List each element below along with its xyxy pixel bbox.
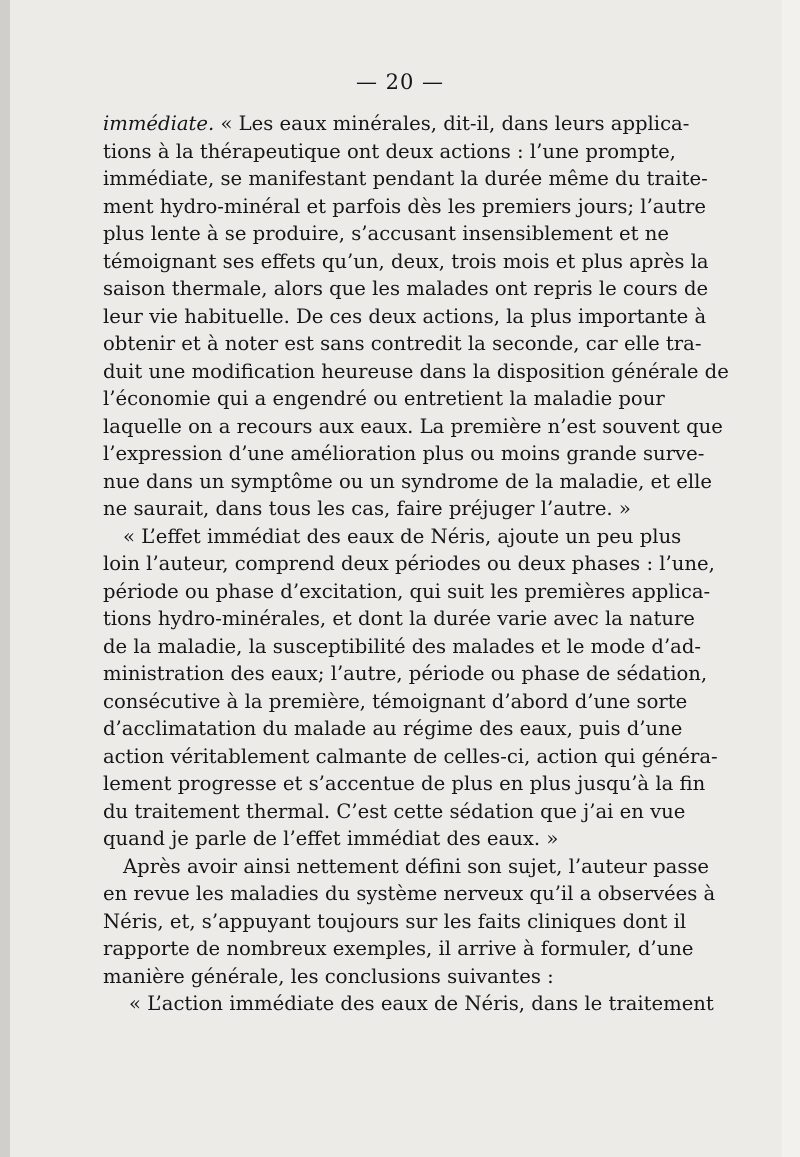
text-line: en revue les maladies du système nerveux qu’il a observées à: [103, 882, 716, 905]
text-line: tions à la thérapeutique ont deux actions : l’une prompte,: [103, 139, 676, 163]
text-line: leur vie habituelle. De ces deux actions, la plus importante à: [103, 304, 707, 328]
page-gutter-shadow: [0, 0, 10, 1157]
text-line: témoignant ses effets qu’un, deux, trois mois et plus après la: [103, 249, 709, 273]
text-line: ministration des eaux; l’autre, période ou phase de sédation,: [103, 662, 708, 685]
text-line: nue dans un symptôme ou un syndrome de la maladie, et elle: [103, 469, 712, 493]
text-line: tions hydro-minérales, et dont la durée varie avec la nature: [103, 607, 695, 630]
page-edge: [782, 0, 800, 1157]
text-line: duit une modification heureuse dans la disposition générale de: [103, 359, 729, 383]
text-line: Après avoir ainsi nettement défini son sujet, l’auteur passe: [123, 854, 710, 878]
text-line: ne saurait, dans tous les cas, faire préjuger l’autre. »: [103, 497, 631, 520]
text-line: Néris, et, s’appuyant toujours sur les faits cliniques dont il: [103, 909, 687, 933]
body-text: [103, 110, 729, 1018]
italic-word: immédiate.: [103, 112, 215, 135]
text-line: action véritablement calmante de celles-ci, action qui généra-: [103, 744, 718, 768]
text-line: rapporte de nombreux exemples, il arrive à formuler, d’une: [103, 937, 694, 960]
page-number: — 20 —: [355, 70, 445, 94]
text-line: l’économie qui a engendré ou entretient la maladie pour: [103, 387, 665, 410]
text-line: laquelle on a recours aux eaux. La première n’est souvent que: [103, 414, 723, 438]
text-line: « L’effet immédiat des eaux de Néris, ajoute un peu plus: [123, 524, 682, 548]
text-line: période ou phase d’excitation, qui suit les premières applica-: [103, 579, 711, 603]
text-line: consécutive à la première, témoignant d’abord d’une sorte: [103, 689, 688, 713]
text-line: manière générale, les conclusions suivantes :: [103, 964, 554, 988]
text-line: l’expression d’une amélioration plus ou moins grande surve-: [103, 442, 705, 465]
text-line: [103, 110, 690, 138]
text-line: du traitement thermal. C’est cette sédation que j’ai en vue: [103, 799, 686, 823]
text-line: de la maladie, la susceptibilité des malades et le mode d’ad-: [103, 634, 702, 658]
line-text: « Les eaux minérales, dit-il, dans leurs applica-: [214, 112, 690, 135]
text-line: ment hydro-minéral et parfois dès les premiers jours; l’autre: [103, 194, 706, 218]
text-line: loin l’auteur, comprend deux périodes ou deux phases : l’une,: [103, 552, 715, 575]
text-line: saison thermale, alors que les malades ont repris le cours de: [103, 277, 709, 300]
text-line: obtenir et à noter est sans contredit la seconde, car elle tra-: [103, 332, 702, 355]
text-line: « L’action immédiate des eaux de Néris, dans le traitement: [129, 992, 714, 1015]
text-line: plus lente à se produire, s’accusant insensiblement et ne: [103, 222, 669, 245]
text-line: immédiate, se manifestant pendant la durée même du traite-: [103, 167, 708, 190]
text-line: lement progresse et s’accentue de plus en plus jusqu’à la fin: [103, 772, 706, 795]
text-line: quand je parle de l’effet immédiat des eaux. »: [103, 827, 559, 850]
text-line: d’acclimatation du malade au régime des eaux, puis d’une: [103, 717, 683, 740]
